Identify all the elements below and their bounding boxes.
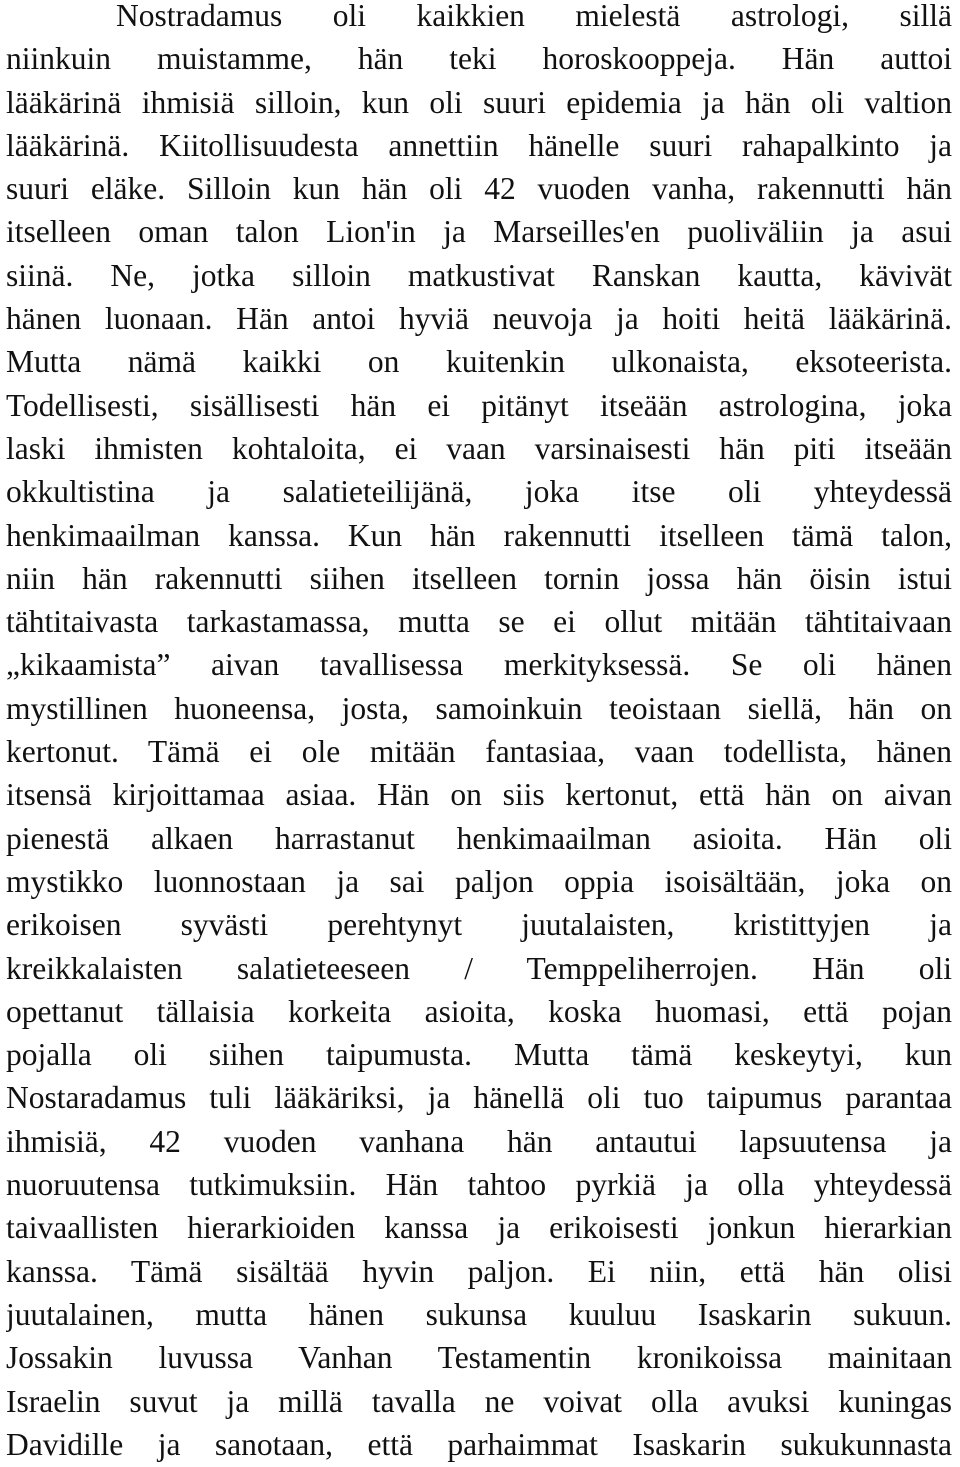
text-line: taivaallisten hierarkioiden kanssa ja erikoisesti jonkun hierarkian (6, 1210, 952, 1246)
text-line: Davidille ja sanotaan, että parhaimmat Isaskarin sukukunnasta (6, 1426, 952, 1462)
text-line: laski ihmisten kohtaloita, ei vaan varsinaisesti hän piti itseään (6, 430, 952, 466)
text-line: henkimaailman kanssa. Kun hän rakennutti itselleen tämä talon, (6, 517, 952, 553)
text-line: kanssa. Tämä sisältää hyvin paljon. Ei niin, että hän olisi (6, 1253, 952, 1289)
text-line: siinä. Ne, jotka silloin matkustivat Ranskan kautta, kävivät (6, 257, 952, 293)
body-text (6, 0, 952, 1466)
text-line: lääkärinä. Kiitollisuudesta annettiin hänelle suuri rahapalkinto ja (6, 127, 952, 163)
text-line: mystikko luonnostaan ja sai paljon oppia isoisältään, joka on (6, 863, 952, 899)
text-line: Nostradamus oli kaikkien mielestä astrologi, sillä (116, 0, 952, 33)
text-line: itselleen oman talon Lion'in ja Marseilles'en puoliväliin ja asui (6, 214, 952, 250)
text-line: nuoruutensa tutkimuksiin. Hän tahtoo pyrkiä ja olla yhteydessä (6, 1167, 952, 1203)
text-line: Todellisesti, sisällisesti hän ei pitänyt itseään astrologina, joka (6, 387, 952, 423)
text-line: niinkuin muistamme, hän teki horoskooppeja. Hän auttoi (6, 41, 952, 77)
text-line: hänen luonaan. Hän antoi hyviä neuvoja ja hoiti heitä lääkärinä. (6, 301, 952, 337)
text-line: suuri eläke. Silloin kun hän oli 42 vuoden vanha, rakennutti hän (6, 171, 952, 207)
text-line: okkultistina ja salatieteilijänä, joka itse oli yhteydessä (6, 474, 952, 510)
text-line: juutalainen, mutta hänen sukunsa kuuluu Isaskarin sukuun. (6, 1296, 952, 1332)
text-line: ihmisiä, 42 vuoden vanhana hän antautui lapsuutensa ja (6, 1123, 952, 1159)
text-line: erikoisen syvästi perehtynyt juutalaisten, kristittyjen ja (6, 907, 952, 943)
text-line: lääkärinä ihmisiä silloin, kun oli suuri epidemia ja hän oli valtion (6, 84, 952, 120)
text-line: Mutta nämä kaikki on kuitenkin ulkonaista, eksoteerista. (6, 344, 952, 380)
text-line: niin hän rakennutti siihen itselleen tornin jossa hän öisin istui (6, 560, 952, 596)
text-line: pienestä alkaen harrastanut henkimaailman asioita. Hän oli (6, 820, 952, 856)
text-line: itsensä kirjoittamaa asiaa. Hän on siis kertonut, että hän on aivan (6, 777, 952, 813)
text-line: Nostaradamus tuli lääkäriksi, ja hänellä oli tuo taipumus parantaa (6, 1080, 952, 1116)
text-line: „kikaamista” aivan tavallisessa merkityksessä. Se oli hänen (6, 647, 952, 683)
text-line: Jossakin luvussa Vanhan Testamentin kronikoissa mainitaan (6, 1340, 952, 1376)
text-line: opettanut tällaisia korkeita asioita, koska huomasi, että pojan (6, 993, 952, 1029)
text-line: pojalla oli siihen taipumusta. Mutta tämä keskeytyi, kun (6, 1037, 952, 1073)
text-line: tähtitaivasta tarkastamassa, mutta se ei ollut mitään tähtitaivaan (6, 604, 952, 640)
text-line: kertonut. Tämä ei ole mitään fantasiaa, vaan todellista, hänen (6, 734, 952, 770)
text-line: kreikkalaisten salatieteeseen / Temppeliherrojen. Hän oli (6, 950, 952, 986)
text-line: mystillinen huoneensa, josta, samoinkuin teoistaan siellä, hän on (6, 690, 952, 726)
text-line: Israelin suvut ja millä tavalla ne voivat olla avuksi kuningas (6, 1383, 952, 1419)
